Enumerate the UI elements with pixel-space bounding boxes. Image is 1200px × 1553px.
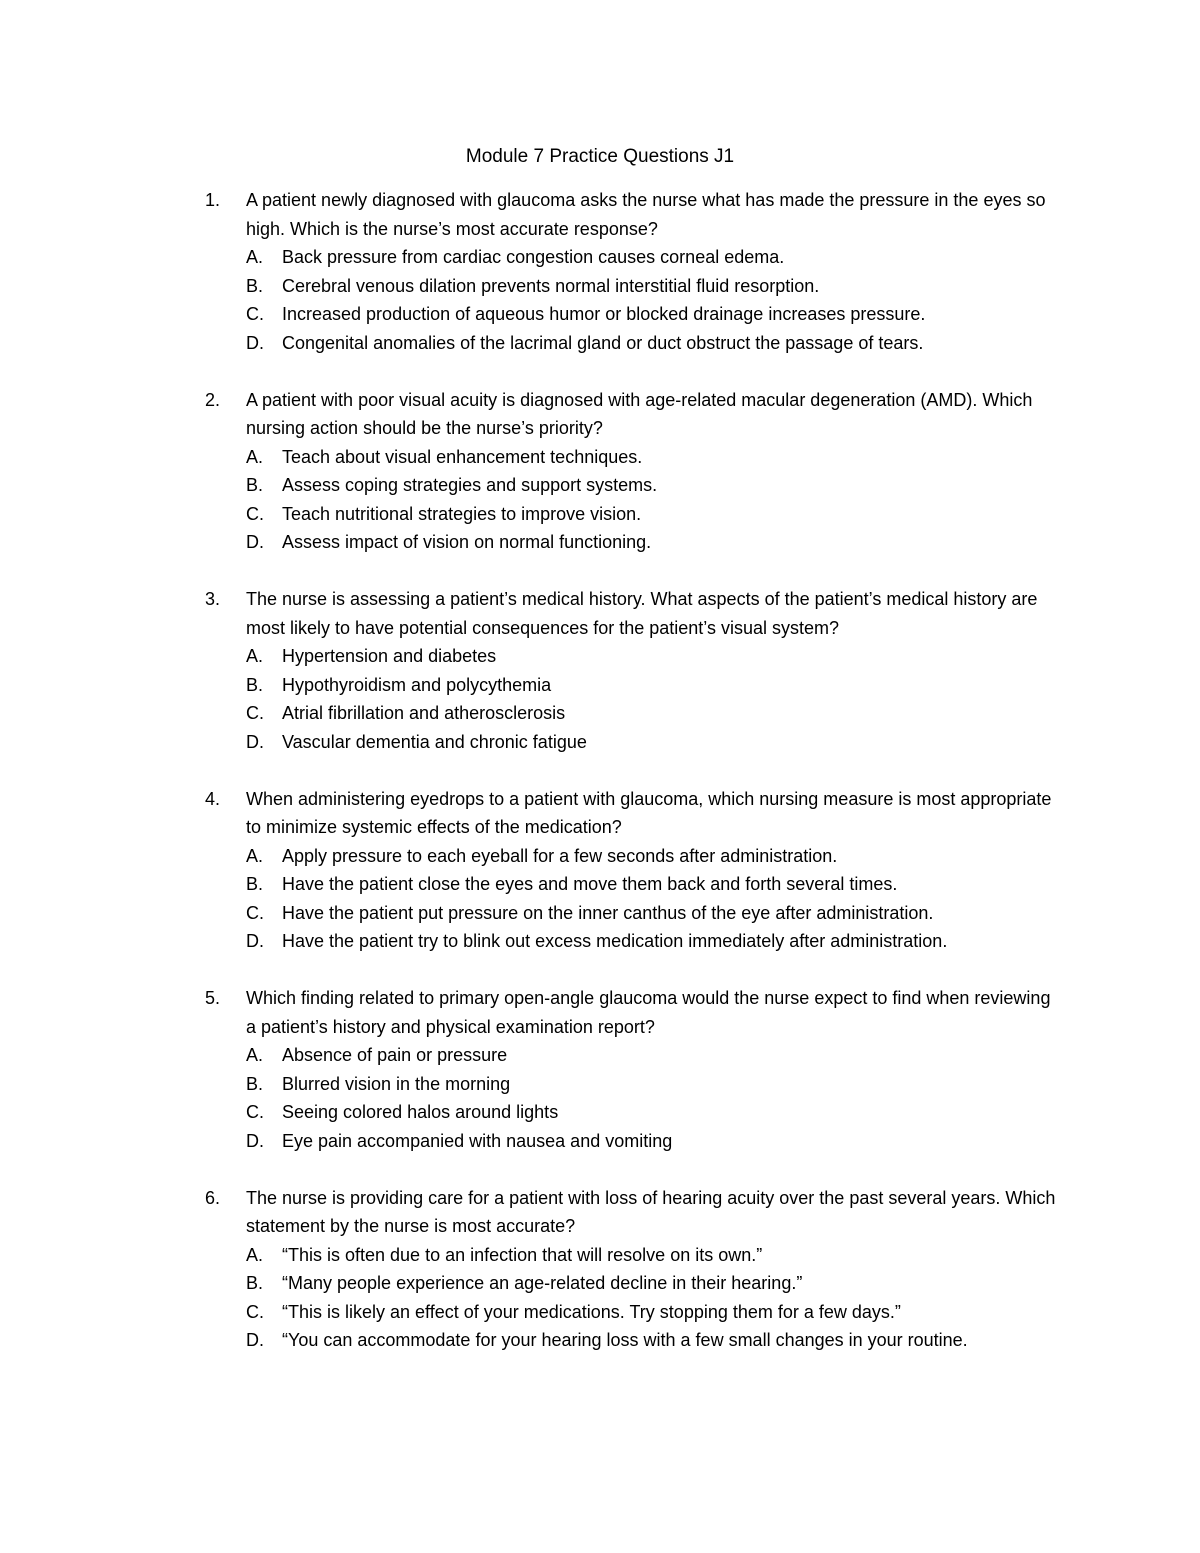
option-text: “This is often due to an infection that will resolve on its own.” bbox=[282, 1244, 763, 1265]
option-letter: C. bbox=[246, 503, 264, 524]
option-letter: B. bbox=[246, 475, 264, 495]
option-b bbox=[246, 272, 1065, 301]
question-stem: A patient newly diagnosed with glaucoma asks the nurse what has made the pressure in the eyes so high. Which is the nurse’s most accurate response? bbox=[246, 190, 1046, 239]
question-4 bbox=[205, 785, 1065, 956]
option-list bbox=[246, 1041, 1065, 1155]
option-text: Atrial fibrillation and atherosclerosis bbox=[282, 703, 566, 723]
option-letter: A. bbox=[246, 845, 264, 866]
question-number: 4. bbox=[205, 788, 221, 809]
option-text: Assess coping strategies and support systems. bbox=[282, 475, 658, 495]
option-text: Teach about visual enhancement techniques. bbox=[282, 446, 643, 467]
option-letter: A. bbox=[246, 247, 264, 267]
option-text: Cerebral venous dilation prevents normal interstitial fluid resorption. bbox=[282, 275, 820, 296]
option-c bbox=[246, 899, 1065, 928]
option-a bbox=[246, 1041, 1065, 1070]
question-number: 2. bbox=[205, 389, 221, 410]
option-c bbox=[246, 699, 1065, 728]
question-2 bbox=[205, 386, 1065, 557]
option-letter: A. bbox=[246, 1244, 264, 1265]
question-1 bbox=[205, 186, 1065, 357]
option-letter: B. bbox=[246, 1073, 264, 1094]
option-letter: D. bbox=[246, 731, 264, 752]
option-text: Have the patient put pressure on the inner canthus of the eye after administration. bbox=[282, 902, 934, 923]
question-stem: When administering eyedrops to a patient with glaucoma, which nursing measure is most appropriate to minimize systemic effects of the medication? bbox=[246, 788, 1052, 837]
question-stem: A patient with poor visual acuity is diagnosed with age-related macular degeneration (AMD). Which nursing action should be the nurse’s priority? bbox=[246, 389, 1033, 438]
option-text: “Many people experience an age-related decline in their hearing.” bbox=[282, 1273, 803, 1293]
option-a bbox=[246, 842, 1065, 871]
option-list bbox=[246, 642, 1065, 756]
option-d bbox=[246, 528, 1065, 557]
question-stem: The nurse is providing care for a patient with loss of hearing acuity over the past several years. Which statement by the nurse is most accurate? bbox=[246, 1187, 1056, 1236]
option-b bbox=[246, 1070, 1065, 1099]
option-list bbox=[246, 1241, 1065, 1355]
option-letter: C. bbox=[246, 1102, 264, 1122]
question-number: 6. bbox=[205, 1187, 221, 1208]
question-stem: Which finding related to primary open-angle glaucoma would the nurse expect to find when reviewing a patient’s history and physical examination report? bbox=[246, 988, 1051, 1037]
option-text: Eye pain accompanied with nausea and vomiting bbox=[282, 1130, 673, 1151]
option-letter: D. bbox=[246, 931, 264, 951]
option-text: Vascular dementia and chronic fatigue bbox=[282, 731, 587, 752]
option-a bbox=[246, 642, 1065, 671]
option-a bbox=[246, 243, 1065, 272]
option-text: Assess impact of vision on normal functioning. bbox=[282, 532, 652, 552]
option-a bbox=[246, 443, 1065, 472]
option-text: Hypertension and diabetes bbox=[282, 646, 497, 666]
option-c bbox=[246, 1098, 1065, 1127]
option-d bbox=[246, 728, 1065, 757]
option-letter: B. bbox=[246, 674, 264, 695]
option-letter: C. bbox=[246, 703, 264, 723]
option-text: Increased production of aqueous humor or blocked drainage increases pressure. bbox=[282, 304, 926, 324]
option-letter: C. bbox=[246, 1301, 264, 1322]
option-text: Hypothyroidism and polycythemia bbox=[282, 674, 552, 695]
option-text: Teach nutritional strategies to improve vision. bbox=[282, 503, 642, 524]
question-6 bbox=[205, 1184, 1065, 1355]
option-c bbox=[246, 300, 1065, 329]
option-letter: B. bbox=[246, 275, 264, 296]
option-letter: C. bbox=[246, 902, 264, 923]
option-b bbox=[246, 671, 1065, 700]
option-letter: A. bbox=[246, 446, 264, 467]
option-list bbox=[246, 842, 1065, 956]
option-d bbox=[246, 927, 1065, 956]
question-number: 3. bbox=[205, 589, 221, 609]
option-text: Have the patient try to blink out excess medication immediately after administration. bbox=[282, 931, 948, 951]
option-text: Blurred vision in the morning bbox=[282, 1073, 511, 1094]
option-text: Absence of pain or pressure bbox=[282, 1045, 508, 1065]
option-letter: D. bbox=[246, 1130, 264, 1151]
option-d bbox=[246, 1326, 1065, 1355]
option-c bbox=[246, 1298, 1065, 1327]
option-text: Have the patient close the eyes and move them back and forth several times. bbox=[282, 874, 898, 894]
option-text: Apply pressure to each eyeball for a few seconds after administration. bbox=[282, 845, 838, 866]
option-list bbox=[246, 243, 1065, 357]
option-letter: B. bbox=[246, 874, 264, 894]
option-list bbox=[246, 443, 1065, 557]
option-b bbox=[246, 471, 1065, 500]
option-letter: A. bbox=[246, 1045, 264, 1065]
option-letter: C. bbox=[246, 304, 264, 324]
question-number: 5. bbox=[205, 988, 221, 1008]
option-d bbox=[246, 329, 1065, 358]
question-number: 1. bbox=[205, 190, 221, 210]
option-letter: D. bbox=[246, 532, 264, 552]
question-stem: The nurse is assessing a patient’s medical history. What aspects of the patient’s medical history are most likely to have potential consequences for the patient’s visual system? bbox=[246, 589, 1038, 638]
option-text: Seeing colored halos around lights bbox=[282, 1102, 559, 1122]
question-5 bbox=[205, 984, 1065, 1155]
option-letter: B. bbox=[246, 1273, 264, 1293]
page-title: Module 7 Practice Questions J1 bbox=[465, 146, 735, 167]
option-b bbox=[246, 1269, 1065, 1298]
option-letter: A. bbox=[246, 646, 264, 666]
option-d bbox=[246, 1127, 1065, 1156]
question-list bbox=[205, 186, 1065, 1383]
option-a bbox=[246, 1241, 1065, 1270]
option-text: Congenital anomalies of the lacrimal gland or duct obstruct the passage of tears. bbox=[282, 332, 924, 353]
option-text: Back pressure from cardiac congestion causes corneal edema. bbox=[282, 247, 785, 267]
option-b bbox=[246, 870, 1065, 899]
option-text: “This is likely an effect of your medications. Try stopping them for a few days.” bbox=[282, 1301, 901, 1322]
option-letter: D. bbox=[246, 1330, 264, 1350]
option-letter: D. bbox=[246, 332, 264, 353]
option-c bbox=[246, 500, 1065, 529]
question-3 bbox=[205, 585, 1065, 756]
option-text: “You can accommodate for your hearing loss with a few small changes in your routine. bbox=[282, 1330, 968, 1350]
